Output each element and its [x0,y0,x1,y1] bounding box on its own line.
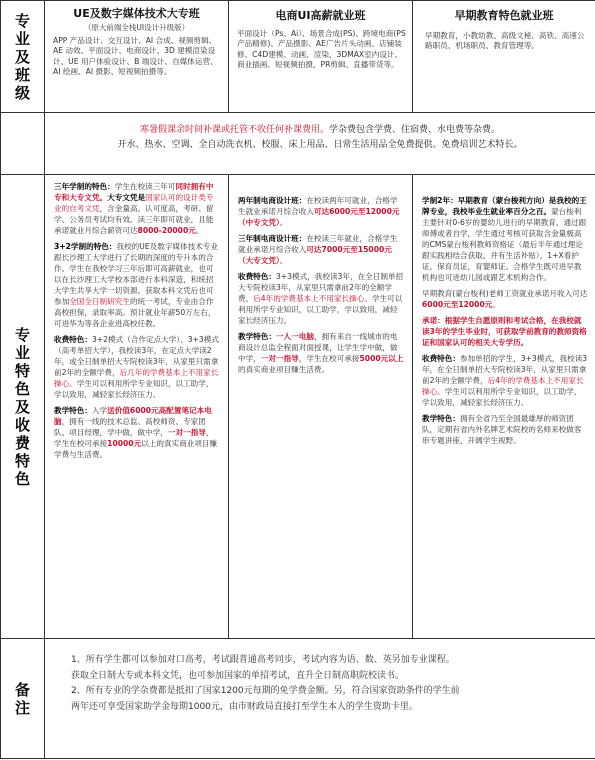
remark-1b: 获取全日制大专或本科文凭，也可参加国家的单招考试，直升全日制高职院校读书。 [71,670,405,681]
feature-fees: 收费特色：3+3模式，我校读3年，在全日制单招大专院校读3年，从家里只需拿前2年的全额学费，后4年的学费基本上不用家长操心。学生可以利用所学专业知识，以工助学，学以致用，减轻家长经济压力。 [238,272,404,325]
feature-fees: 收费特色：3+2模式（合作定点大学）、3+3模式（高考单招大学），我校读3年，在定点大学读2年，或全日制单招大专院校读3年，从家里只需拿前2年的全额学费，后几年的学费基本上不用家长操心。学生可以利用所学专业知识，以工助学，学以致用，减轻家长经济压力。 [54,335,219,399]
major-title: 早期教育特色就业班 [454,9,554,22]
remark-2b: 两年还可享受国家助学金每期1000元，由市财政局直接打至学生本人的学生资助卡里。 [71,701,418,712]
major-card-early-education [413,1,595,113]
feature-fees: 收费特色：参加单招的学生，3+3模式，我校读3年，在全日制单招大专院校读3年，从家里只需拿前2年的全额学费，后4年的学费基本上不用家长操心。学生可以利用所学专业知识，以工助学，学以致用，减轻家长经济压力。 [422,354,588,407]
feature-teaching: 教学特色：拥有全省乃至全国最雄厚的师资团队，定期有省内外名牌艺术院校的名师来校做客串专题讲座，开阔学生视野。 [422,414,582,445]
notice-fee: 学杂费包含学费、住宿费、水电费等杂费。 [329,125,501,135]
feature-promise: 承诺：根据学生自愿原则和考试合格，在我校就读3年的学生毕业时，可获取学前教育的教师资格证和国家认可的相关大专学历。 [422,316,587,347]
row-label-major: 专业及班级 [1,1,45,113]
feature-three-year: 三年制电商设计班：在校读三年就业，合格学生就业承诺月综合收入可达7000元至15000元（大专文凭）。 [238,234,398,265]
features-col-early-education [413,175,595,639]
feature-two-year: 两年制电商设计班：在校读两年可就业，合格学生就业承诺月综合收入可达6000元至12000元（中专文凭）。 [238,196,400,227]
features-col-ecommerce [229,175,413,639]
major-card-ecommerce [229,1,413,113]
notice-cell [45,113,595,175]
row-label-features: 专业特色及收费特色 [1,175,45,639]
major-subtitle: （原大前端全栈UI设计升级版） [83,23,190,32]
remark-2: 2、所有专业的学杂费都是抵扣了国家1200元每期的免学费金额。另，符合国家资助条件的学生前 [71,686,460,696]
major-desc: 平面设计（Ps、Ai）、场景合成(PS)、跨境电商(PS产品精修)、产品摄影、AE广告片头动画、店铺装修、C4D建模、动画、渲染、3DMAX室内设计、商业插画、短视频拍摄、PR剪辑、直播带货等。 [237,29,406,70]
feature-three-year: 三年学制的特色：学生在校读三年可同时拥有中专和大专文凭。大专文凭是国家认可的设计类专业的自考文凭，含金量高、认可度高，考研、留学、公务员考试均有效。读三年即可就业，且能承诺就业月综合薪资可达8000-20000元。 [54,182,214,235]
feature-3plus2: 3+2学制的特色：我校的UE及数字媒体技术专业跟长沙理工大学进行了长期的深度的专升本的合作。学生在我校学习三年后即可高薪就业，也可以在长沙理工大学校本部进行本科深造，和统招大学生共享大学一切资源。获取本科文凭后也可参加全国全日制研究生的统一考试，专业由合作高校担保，录取率高。预计就业年薪50万左右，可进华为等各企业进高校任教。 [54,242,218,328]
major-desc: 早期教育，小教幼教、高级文秘、高铁、高速公路职员、机场职员、教育管理等。 [425,31,585,51]
feature-program: 学制2年：早期教育（蒙台梭利方向）是我校的王牌专业，我校毕业生就业率百分之百。蒙台梭利主要针对0-6岁的婴幼儿进行的早期教育，通过跟师傅或者自学，学生通过考核可获取含金量极高的CMS蒙台梭利教师资格证（最后半年通过理论跟实践相结合获取，并有生活补贴），1+X看护证，保育员证，育婴师证。合格学生既可进早教机构也可进幼儿园或跟艺术机构合作。 [422,196,587,282]
major-title: UE及数字媒体技术大专班 [73,7,200,20]
row-label-empty [1,113,45,175]
row-label-remarks: 备注 [1,639,45,759]
major-card-ue [45,1,229,113]
notice-text [45,113,595,153]
major-desc: APP 产品设计、交互设计、AI 合成、视频剪辑、AE 动效、平面设计、电商设计、3D 建模渲染设计、UE 用户体验设计、B 端设计、自媒体运营、AI 绘画、AI 摄影、短视频拍摄等。 [53,36,218,77]
notice-free: 开水、热水、空调、全自动洗衣机、校服、床上用品、日常生活用品全免费提供。免费培训艺术特长。 [117,140,523,150]
major-title: 电商UI高薪就业班 [275,9,366,22]
feature-salary: 早期教育(蒙台梭利)老师工资就业承诺月收入可达6000元至12000元。 [422,289,588,309]
remarks-cell [45,639,595,759]
feature-teaching: 教学特色：一人一电脑，拥有来自一线城市的电商设计总监全程面对面授课，让学生学中做，做中学，一对一指导，学生在校可承接5000元以上的真实商业项目赚生活费。 [238,332,404,374]
features-col-ue [45,175,229,639]
features-row [1,175,595,639]
remarks-row [1,639,595,759]
feature-teaching: 教学特色：入学送价值6000元高配置笔记本电脑，拥有一线的技术总监、高校师资、专家团队、项目经理，学中做，做中学，一对一指导，学生在校可承接10000元以上的真实商业项目赚学费与生活费。 [54,406,218,459]
remark-1: 1、所有学生都可以参加对口高考，考试跟普通高考同步，考试内容为语、数、英另加专业课程。 [71,655,455,665]
majors-row [1,1,595,113]
notice-row [1,113,595,175]
notice-red: 寒暑假课余时间补课或托管不收任何补课费用。 [139,125,329,135]
